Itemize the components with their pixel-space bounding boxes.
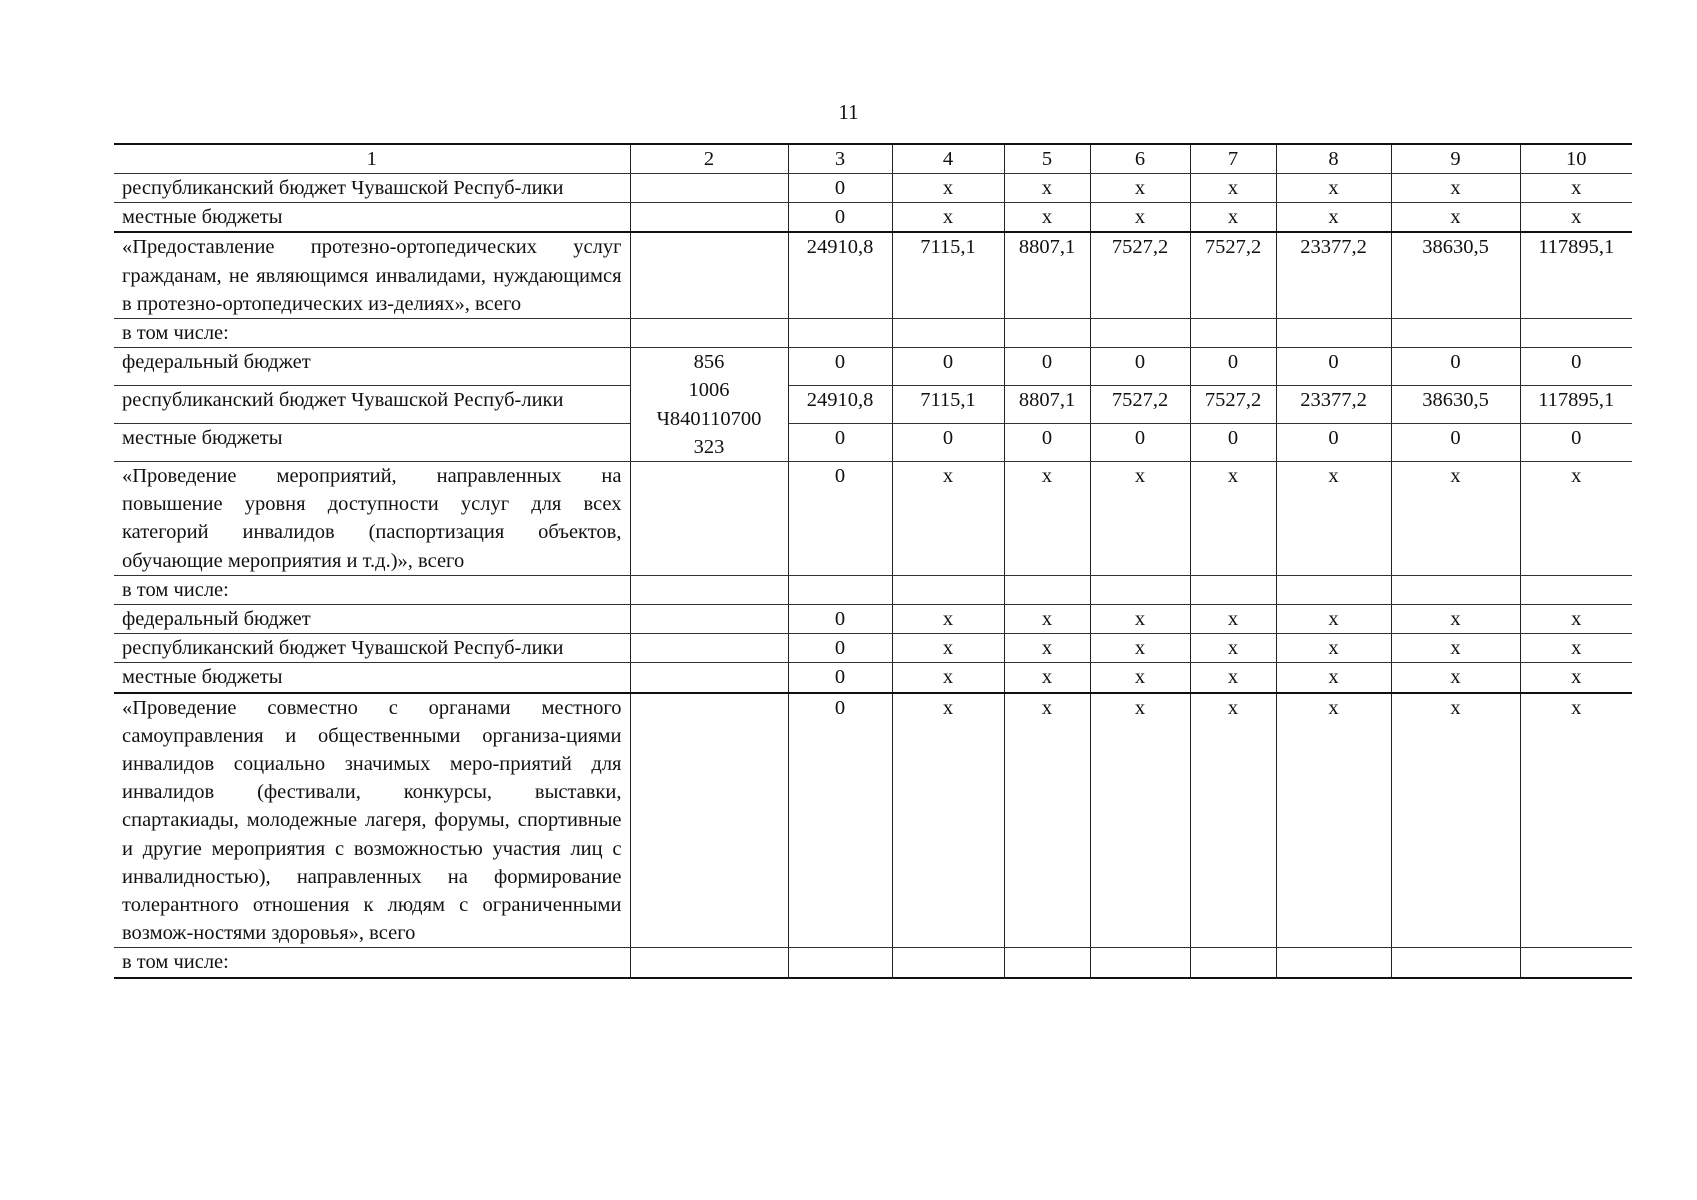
value-cell: х <box>1276 174 1391 203</box>
value-cell: 0 <box>788 203 892 233</box>
page-number: 11 <box>838 100 859 124</box>
table-row <box>114 462 1632 576</box>
value-cell: х <box>1004 663 1090 693</box>
value-cell <box>1190 575 1276 604</box>
value-cell <box>1004 575 1090 604</box>
code-cell <box>630 634 788 663</box>
value-cell: х <box>1090 462 1190 576</box>
value-cell: х <box>1520 203 1632 233</box>
value-cell: 0 <box>1520 348 1632 386</box>
value-cell <box>788 319 892 348</box>
row-description: республиканский бюджет Чувашской Респуб-лики <box>114 174 630 203</box>
value-cell: 24910,8 <box>788 386 892 424</box>
value-cell: х <box>892 663 1004 693</box>
value-cell: 0 <box>788 424 892 462</box>
value-cell: 0 <box>1391 348 1520 386</box>
value-cell: 7115,1 <box>892 232 1004 318</box>
table-row <box>114 634 1632 663</box>
header-cell: 4 <box>892 144 1004 174</box>
table-row <box>114 203 1632 233</box>
value-cell <box>892 575 1004 604</box>
header-cell: 10 <box>1520 144 1632 174</box>
value-cell: х <box>1391 174 1520 203</box>
table-row <box>114 605 1632 634</box>
code-cell <box>630 663 788 693</box>
row-description: «Предоставление протезно-ортопедических услуг гражданам, не являющимся инвалидами, нуждающимся в протезно-ортопедических из-делиях», всего <box>114 232 630 318</box>
value-cell: 0 <box>892 348 1004 386</box>
value-cell: 0 <box>1090 348 1190 386</box>
value-cell: х <box>1090 203 1190 233</box>
header-cell: 2 <box>630 144 788 174</box>
value-cell: 0 <box>1391 424 1520 462</box>
row-description: «Проведение совместно с органами местного самоуправления и общественными организа-циями инвалидов социально значимых меро-приятий для инвалидов (фестивали, конкурсы, выставки, спартакиады, молодежные лагеря, форумы, спортивные и другие мероприятия с возможностью участия лиц с инвалидностью), направленных на формирование толерантного отношения к людям с ограниченными возмож-ностями здоровья», всего <box>114 693 630 948</box>
table-row <box>114 693 1632 948</box>
value-cell: 0 <box>788 605 892 634</box>
value-cell <box>1520 319 1632 348</box>
row-description: местные бюджеты <box>114 203 630 233</box>
value-cell: х <box>1391 634 1520 663</box>
value-cell: х <box>1090 663 1190 693</box>
header-cell: 5 <box>1004 144 1090 174</box>
value-cell: х <box>1391 663 1520 693</box>
code-cell <box>630 693 788 948</box>
value-cell: 38630,5 <box>1391 232 1520 318</box>
value-cell: 0 <box>1004 348 1090 386</box>
value-cell: х <box>1391 462 1520 576</box>
value-cell: х <box>1520 605 1632 634</box>
value-cell: х <box>1004 634 1090 663</box>
value-cell: 0 <box>788 462 892 576</box>
value-cell: 117895,1 <box>1520 232 1632 318</box>
value-cell: 0 <box>892 424 1004 462</box>
row-description: в том числе: <box>114 319 630 348</box>
value-cell: 0 <box>1276 348 1391 386</box>
budget-code-line: 323 <box>693 435 725 458</box>
code-cell <box>630 575 788 604</box>
value-cell <box>1391 948 1520 978</box>
table-row <box>114 424 1632 462</box>
value-cell <box>892 948 1004 978</box>
value-cell: 23377,2 <box>1276 232 1391 318</box>
value-cell: 8807,1 <box>1004 232 1090 318</box>
row-description: в том числе: <box>114 948 630 978</box>
value-cell: 0 <box>1190 348 1276 386</box>
value-cell: х <box>1391 693 1520 948</box>
table-row <box>114 174 1632 203</box>
value-cell: х <box>1090 605 1190 634</box>
value-cell: х <box>1004 462 1090 576</box>
value-cell: х <box>892 693 1004 948</box>
value-cell: х <box>892 203 1004 233</box>
value-cell: 0 <box>788 693 892 948</box>
value-cell <box>1090 948 1190 978</box>
value-cell: х <box>1391 203 1520 233</box>
header-row <box>114 144 1632 174</box>
table-row <box>114 386 1632 424</box>
value-cell: х <box>1520 462 1632 576</box>
value-cell: 0 <box>788 634 892 663</box>
value-cell: х <box>1190 203 1276 233</box>
table-row <box>114 948 1632 978</box>
value-cell: х <box>1190 174 1276 203</box>
value-cell <box>1004 948 1090 978</box>
value-cell <box>1090 575 1190 604</box>
value-cell: х <box>1276 462 1391 576</box>
value-cell: 7527,2 <box>1190 232 1276 318</box>
value-cell <box>892 319 1004 348</box>
value-cell <box>1276 575 1391 604</box>
value-cell: х <box>1090 634 1190 663</box>
value-cell: 7115,1 <box>892 386 1004 424</box>
value-cell: х <box>892 634 1004 663</box>
value-cell: х <box>1004 693 1090 948</box>
value-cell: х <box>1004 203 1090 233</box>
value-cell: 8807,1 <box>1004 386 1090 424</box>
value-cell: х <box>1004 605 1090 634</box>
code-cell <box>630 462 788 576</box>
budget-table <box>114 143 1632 979</box>
row-description: федеральный бюджет <box>114 605 630 634</box>
code-cell <box>630 232 788 318</box>
value-cell: 0 <box>1190 424 1276 462</box>
value-cell: 0 <box>788 174 892 203</box>
budget-code-cell <box>630 348 788 462</box>
value-cell: х <box>1276 203 1391 233</box>
table-row <box>114 319 1632 348</box>
row-description: местные бюджеты <box>114 663 630 693</box>
value-cell: 0 <box>788 663 892 693</box>
value-cell <box>1276 319 1391 348</box>
budget-code-line: Ч840110700 <box>656 407 762 430</box>
code-cell <box>630 319 788 348</box>
value-cell <box>788 575 892 604</box>
value-cell: х <box>892 605 1004 634</box>
budget-code-line: 856 <box>693 351 725 374</box>
value-cell: х <box>1276 605 1391 634</box>
value-cell: 0 <box>1520 424 1632 462</box>
header-cell: 9 <box>1391 144 1520 174</box>
row-description: республиканский бюджет Чувашской Респуб-лики <box>114 634 630 663</box>
value-cell: 0 <box>1090 424 1190 462</box>
value-cell: х <box>892 462 1004 576</box>
value-cell: 7527,2 <box>1090 386 1190 424</box>
value-cell: х <box>1276 693 1391 948</box>
header-cell: 1 <box>114 144 630 174</box>
value-cell <box>1276 948 1391 978</box>
code-cell <box>630 605 788 634</box>
value-cell: 38630,5 <box>1391 386 1520 424</box>
value-cell <box>1190 948 1276 978</box>
budget-code-line: 1006 <box>688 379 730 402</box>
header-cell: 8 <box>1276 144 1391 174</box>
value-cell <box>1391 575 1520 604</box>
row-description: местные бюджеты <box>114 424 630 462</box>
value-cell: х <box>1520 634 1632 663</box>
value-cell: х <box>1276 663 1391 693</box>
row-description: в том числе: <box>114 575 630 604</box>
value-cell: х <box>1090 693 1190 948</box>
value-cell <box>1004 319 1090 348</box>
value-cell: х <box>1190 605 1276 634</box>
row-description: республиканский бюджет Чувашской Респуб-лики <box>114 386 630 424</box>
value-cell: 23377,2 <box>1276 386 1391 424</box>
value-cell: 7527,2 <box>1190 386 1276 424</box>
value-cell: х <box>1190 663 1276 693</box>
value-cell: х <box>1520 663 1632 693</box>
table-row <box>114 575 1632 604</box>
table-row <box>114 232 1632 318</box>
value-cell: х <box>1190 634 1276 663</box>
row-description: «Проведение мероприятий, направленных на повышение уровня доступности услуг для всех категорий инвалидов (паспортизация объектов, обучающие мероприятия и т.д.)», всего <box>114 462 630 576</box>
value-cell: 7527,2 <box>1090 232 1190 318</box>
value-cell: х <box>1190 462 1276 576</box>
value-cell: х <box>1391 605 1520 634</box>
row-description: федеральный бюджет <box>114 348 630 386</box>
value-cell <box>1391 319 1520 348</box>
header-cell: 7 <box>1190 144 1276 174</box>
value-cell: х <box>1004 174 1090 203</box>
value-cell: х <box>1190 693 1276 948</box>
value-cell: 24910,8 <box>788 232 892 318</box>
value-cell <box>1520 948 1632 978</box>
table-row <box>114 348 1632 386</box>
value-cell: х <box>1520 693 1632 948</box>
value-cell <box>1190 319 1276 348</box>
value-cell: 117895,1 <box>1520 386 1632 424</box>
table-row <box>114 663 1632 693</box>
value-cell: 0 <box>1276 424 1391 462</box>
value-cell: х <box>1520 174 1632 203</box>
code-cell <box>630 203 788 233</box>
value-cell: х <box>1276 634 1391 663</box>
value-cell: х <box>1090 174 1190 203</box>
value-cell: 0 <box>788 348 892 386</box>
code-cell <box>630 948 788 978</box>
value-cell <box>1520 575 1632 604</box>
table-body <box>114 144 1632 978</box>
header-cell: 3 <box>788 144 892 174</box>
value-cell <box>1090 319 1190 348</box>
value-cell: х <box>892 174 1004 203</box>
value-cell <box>788 948 892 978</box>
value-cell: 0 <box>1004 424 1090 462</box>
header-cell: 6 <box>1090 144 1190 174</box>
code-cell <box>630 174 788 203</box>
